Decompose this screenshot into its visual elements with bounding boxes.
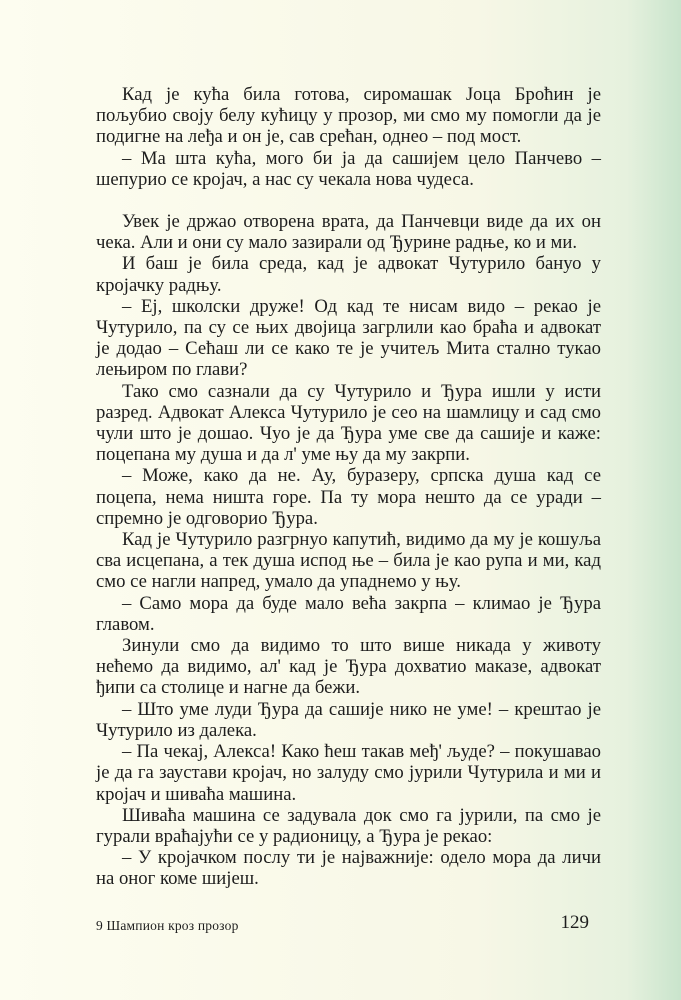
paragraph: И баш је била среда, кад је адвокат Чутурило бануо у кројачку радњу. xyxy=(96,253,601,296)
paragraph: Зинули смо да видимо то што више никада у животу нећемо да видимо, ал' кад је Ђура дохватио маказе, адвокат ђипи са столице и нагне да бежи. xyxy=(96,635,601,699)
section-break xyxy=(96,190,601,211)
paragraph: – Па чекај, Алекса! Како ћеш такав међ' људе? – покушавао је да га заустави кројач, но залуду смо јурили Чутурила и ми и кројач и шиваћа машина. xyxy=(96,741,601,805)
paragraph: Кад је кућа била готова, сиромашак Јоца Броћин је пољубио своју белу кућицу у прозор, ми смо му помогли да је подигне на леђа и он је, сав срећан, однео – под мост. xyxy=(96,84,601,148)
page-body xyxy=(96,84,601,890)
paragraph: – Што уме луди Ђура да сашије нико не уме! – крештао је Чутурило из далека. xyxy=(96,698,601,741)
page-number: 129 xyxy=(560,912,589,933)
paragraph: – У кројачком послу ти је најважније: одело мора да личи на оног коме шијеш. xyxy=(96,847,601,890)
paragraph: Шиваћа машина се задувала док смо га јурили, па смо је гурали враћајући се у радионицу, а Ђура је рекао: xyxy=(96,804,601,847)
paragraph: Кад је Чутурило разгрнуо капутић, видимо да му је кошуља сва исцепана, а тек душа испод ње – била је као рупа и ми, кад смо се нагли напред, умало да упаднемо у њу. xyxy=(96,529,601,593)
paragraph: – Само мора да буде мало већа закрпа – климао је Ђура главом. xyxy=(96,592,601,635)
page-footer xyxy=(96,912,601,938)
paragraph: – Ма шта кућа, мого би ја да сашијем цело Панчево – шепурио се кројач, а нас су чекала нова чудеса. xyxy=(96,147,601,190)
printer-signature: 9 Шампион кроз прозор xyxy=(96,918,239,933)
paragraph: – Може, како да не. Ау, буразеру, српска душа кад се поцепа, нема ништа горе. Па ту мора нешто да се уради – спремно је одговорио Ђура. xyxy=(96,465,601,529)
paragraph: – Еј, школски друже! Од кад те нисам видо – рекао је Чутурило, па су се њих двојица загрлили као браћа и адвокат је додао – Сећаш ли се како те је учитељ Мита стално тукао лењиром по глави? xyxy=(96,295,601,381)
paragraph: Тако смо сазнали да су Чутурило и Ђура ишли у исти разред. Адвокат Алекса Чутурило је сео на шамлицу и сад смо чули што је дошао. Чуо је да Ђура уме све да сашије и каже: поцепана му душа и да л' уме њу да му закрпи. xyxy=(96,380,601,466)
paragraph: Увек је држао отворена врата, да Панчевци виде да их он чека. Али и они су мало зазирали од Ђурине радње, ко и ми. xyxy=(96,211,601,254)
